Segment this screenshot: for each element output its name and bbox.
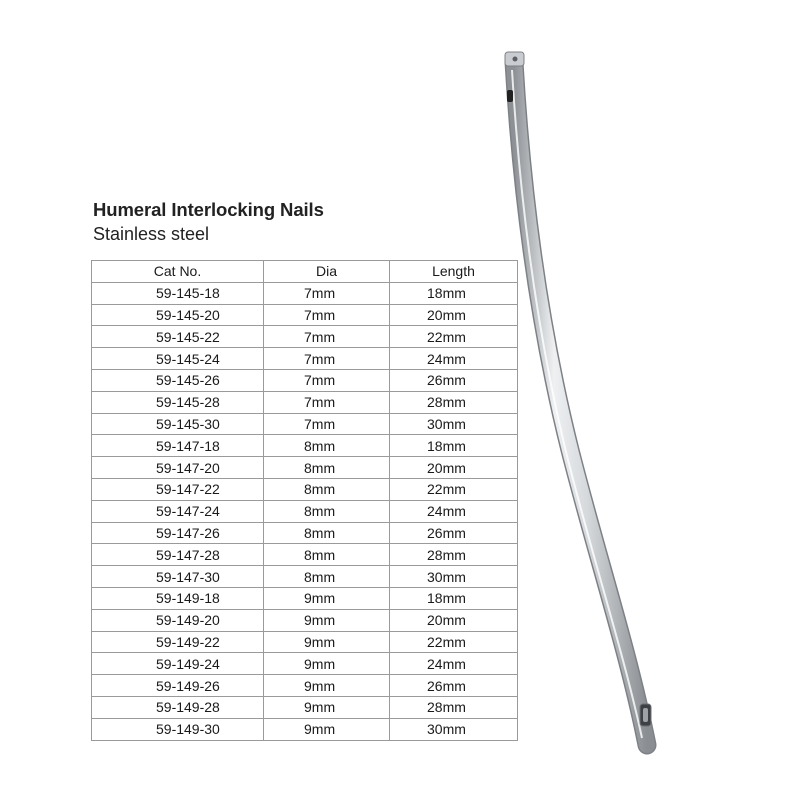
- cell-length: 22mm: [390, 631, 518, 653]
- table-row: [92, 631, 518, 653]
- nail-distal-slot-inner: [643, 708, 648, 722]
- cell-cat-no: 59-147-20: [92, 457, 264, 479]
- header-cat-no: Cat No.: [92, 261, 264, 283]
- table-header-row: [92, 261, 518, 283]
- table-row: [92, 718, 518, 740]
- nail-outline: [514, 62, 647, 745]
- nail-shaft: [514, 62, 647, 745]
- cell-length: 28mm: [390, 391, 518, 413]
- cell-length: 26mm: [390, 369, 518, 391]
- cell-length: 20mm: [390, 304, 518, 326]
- cell-dia: 7mm: [264, 282, 390, 304]
- cell-length: 18mm: [390, 282, 518, 304]
- cell-cat-no: 59-147-24: [92, 500, 264, 522]
- table-row: [92, 609, 518, 631]
- cell-length: 30mm: [390, 566, 518, 588]
- table-row: [92, 478, 518, 500]
- cell-cat-no: 59-145-24: [92, 348, 264, 370]
- nail-proximal-cap: [505, 52, 524, 66]
- cell-length: 30mm: [390, 413, 518, 435]
- cell-cat-no: 59-145-22: [92, 326, 264, 348]
- cell-cat-no: 59-145-30: [92, 413, 264, 435]
- cell-length: 18mm: [390, 587, 518, 609]
- table-row: [92, 587, 518, 609]
- cell-dia: 7mm: [264, 369, 390, 391]
- cell-cat-no: 59-147-22: [92, 478, 264, 500]
- cell-cat-no: 59-147-28: [92, 544, 264, 566]
- product-title: Humeral Interlocking Nails: [93, 199, 324, 220]
- table-row: [92, 675, 518, 697]
- table-row: [92, 653, 518, 675]
- cell-dia: 8mm: [264, 478, 390, 500]
- cell-dia: 9mm: [264, 653, 390, 675]
- spec-table: [91, 260, 518, 741]
- table-row: [92, 348, 518, 370]
- cell-length: 24mm: [390, 653, 518, 675]
- cell-length: 26mm: [390, 675, 518, 697]
- cell-dia: 9mm: [264, 675, 390, 697]
- cell-length: 28mm: [390, 696, 518, 718]
- cell-dia: 9mm: [264, 718, 390, 740]
- cell-length: 20mm: [390, 457, 518, 479]
- cell-length: 22mm: [390, 326, 518, 348]
- cell-cat-no: 59-145-20: [92, 304, 264, 326]
- cell-dia: 9mm: [264, 587, 390, 609]
- cell-cat-no: 59-149-26: [92, 675, 264, 697]
- cell-cat-no: 59-145-18: [92, 282, 264, 304]
- cell-dia: 9mm: [264, 631, 390, 653]
- table-row: [92, 304, 518, 326]
- table-row: [92, 522, 518, 544]
- table-row: [92, 696, 518, 718]
- cell-length: 28mm: [390, 544, 518, 566]
- cell-cat-no: 59-147-18: [92, 435, 264, 457]
- cell-dia: 8mm: [264, 522, 390, 544]
- nail-distal-slot: [640, 704, 651, 726]
- table-row: [92, 413, 518, 435]
- cell-dia: 7mm: [264, 391, 390, 413]
- cell-dia: 8mm: [264, 457, 390, 479]
- table-row: [92, 500, 518, 522]
- header-length: Length: [390, 261, 518, 283]
- cell-dia: 7mm: [264, 326, 390, 348]
- cell-dia: 8mm: [264, 566, 390, 588]
- cell-length: 18mm: [390, 435, 518, 457]
- cell-length: 24mm: [390, 500, 518, 522]
- cell-length: 26mm: [390, 522, 518, 544]
- cell-cat-no: 59-145-28: [92, 391, 264, 413]
- cell-cat-no: 59-149-20: [92, 609, 264, 631]
- cell-cat-no: 59-147-30: [92, 566, 264, 588]
- cell-cat-no: 59-147-26: [92, 522, 264, 544]
- nail-highlight: [512, 70, 642, 738]
- cell-cat-no: 59-149-18: [92, 587, 264, 609]
- cell-cat-no: 59-149-28: [92, 696, 264, 718]
- cell-dia: 8mm: [264, 500, 390, 522]
- cell-length: 24mm: [390, 348, 518, 370]
- cell-cat-no: 59-149-22: [92, 631, 264, 653]
- table-row: [92, 544, 518, 566]
- table-row: [92, 369, 518, 391]
- cell-dia: 7mm: [264, 413, 390, 435]
- table-row: [92, 282, 518, 304]
- cell-length: 20mm: [390, 609, 518, 631]
- table-row: [92, 326, 518, 348]
- cell-dia: 7mm: [264, 348, 390, 370]
- cell-cat-no: 59-149-24: [92, 653, 264, 675]
- nail-top-hole: [513, 57, 518, 62]
- header-dia: Dia: [264, 261, 390, 283]
- cell-dia: 9mm: [264, 609, 390, 631]
- cell-dia: 9mm: [264, 696, 390, 718]
- cell-length: 22mm: [390, 478, 518, 500]
- cell-dia: 8mm: [264, 544, 390, 566]
- table-row: [92, 566, 518, 588]
- table-row: [92, 391, 518, 413]
- table-row: [92, 435, 518, 457]
- cell-cat-no: 59-145-26: [92, 369, 264, 391]
- table-row: [92, 457, 518, 479]
- cell-length: 30mm: [390, 718, 518, 740]
- nail-proximal-slot: [507, 90, 513, 102]
- cell-cat-no: 59-149-30: [92, 718, 264, 740]
- table-body: [92, 282, 518, 740]
- cell-dia: 7mm: [264, 304, 390, 326]
- product-material: Stainless steel: [93, 224, 210, 244]
- cell-dia: 8mm: [264, 435, 390, 457]
